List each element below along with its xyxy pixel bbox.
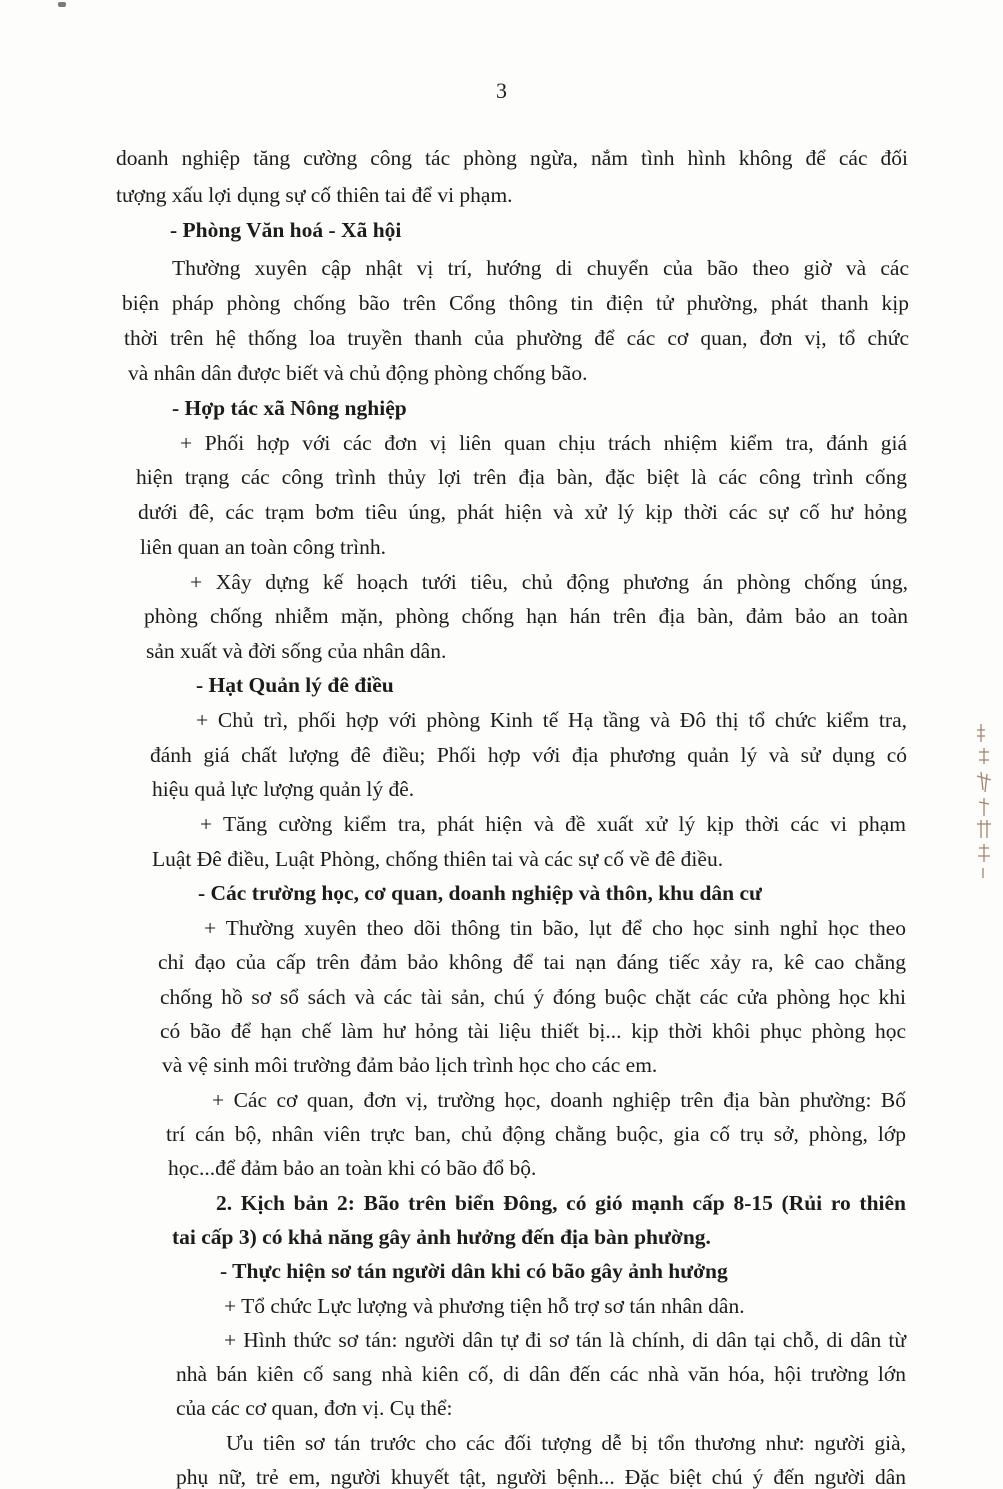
body-line: phụ nữ, trẻ em, người khuyết tật, người bệnh... Đặc biệt chú ý đến người dân — [176, 1465, 906, 1489]
body-line: Ưu tiên sơ tán trước cho các đối tượng dễ bị tổn thương như: người già, — [226, 1431, 906, 1455]
body-line: đánh giá chất lượng đê điều; Phối hợp với địa phương quản lý và sử dụng có — [150, 743, 907, 767]
section-heading: - Thực hiện sơ tán người dân khi có bão gây ảnh hưởng — [220, 1259, 728, 1283]
body-line: có bão để hạn chế làm hư hỏng tài liệu thiết bị... kịp thời khôi phục phòng học — [160, 1019, 906, 1043]
body-line: phòng chống nhiễm mặn, phòng chống hạn hán trên địa bàn, đảm bảo an toàn — [144, 604, 908, 628]
body-line: thời trên hệ thống loa truyền thanh của phường để các cơ quan, đơn vị, tổ chức — [124, 326, 909, 350]
body-line: + Chủ trì, phối hợp với phòng Kinh tế Hạ tầng và Đô thị tổ chức kiểm tra, — [196, 708, 907, 732]
body-line: tượng xấu lợi dụng sự cố thiên tai để vi phạm. — [116, 183, 513, 207]
body-line: dưới đê, các trạm bơm tiêu úng, phát hiện và xử lý kịp thời các sự cố hư hỏng — [138, 500, 907, 524]
body-line: + Tăng cường kiểm tra, phát hiện và đề xuất xử lý kịp thời các vi phạm — [200, 812, 906, 836]
body-line: liên quan an toàn công trình. — [140, 535, 386, 559]
section-heading: 2. Kịch bản 2: Bão trên biển Đông, có gió mạnh cấp 8-15 (Rủi ro thiên — [216, 1191, 906, 1215]
body-line: trí cán bộ, nhân viên trực ban, chủ động chằng buộc, gia cố trụ sở, phòng, lớp — [166, 1122, 906, 1146]
body-line: + Tổ chức Lực lượng và phương tiện hỗ trợ sơ tán nhân dân. — [224, 1294, 745, 1318]
body-line: học...để đảm bảo an toàn khi có bão đổ bộ. — [168, 1156, 537, 1180]
body-line: doanh nghiệp tăng cường công tác phòng ngừa, nắm tình hình không để các đối — [116, 146, 908, 170]
body-line: hiệu quả lực lượng quản lý đê. — [152, 777, 415, 801]
body-line: + Thường xuyên theo dõi thông tin bão, lụt để cho học sinh nghỉ học theo — [204, 916, 906, 940]
body-line: chống hồ sơ sổ sách và các tài sản, chú ý đóng buộc chặt các cửa phòng học khi — [160, 985, 906, 1009]
body-line: chỉ đạo của cấp trên đảm bảo không để tai nạn đáng tiếc xảy ra, kê cao chằng — [158, 950, 906, 974]
body-line: và nhân dân được biết và chủ động phòng chống bão. — [128, 361, 588, 385]
body-line: biện pháp phòng chống bão trên Cổng thông tin điện tử phường, phát thanh kịp — [122, 291, 909, 315]
body-line: hiện trạng các công trình thủy lợi trên địa bàn, đặc biệt là các công trình cống — [136, 465, 907, 489]
bleed-through-stamp-mark — [969, 720, 999, 880]
section-heading: - Các trường học, cơ quan, doanh nghiệp và thôn, khu dân cư — [198, 881, 762, 905]
body-line: + Xây dựng kế hoạch tưới tiêu, chủ động phương án phòng chống úng, — [190, 570, 908, 594]
scan-corner-mark — [58, 2, 66, 7]
body-line: nhà bán kiên cố sang nhà kiên cố, di dân đến các nhà văn hóa, hội trường lớn — [176, 1362, 906, 1386]
body-line: sản xuất và đời sống của nhân dân. — [146, 639, 447, 663]
section-heading: - Hợp tác xã Nông nghiệp — [172, 396, 407, 420]
body-line: Thường xuyên cập nhật vị trí, hướng di chuyển của bão theo giờ và các — [172, 256, 909, 280]
page-number: 3 — [496, 78, 507, 103]
body-line: Luật Đê điều, Luật Phòng, chống thiên tai và các sự cố về đê điều. — [152, 847, 724, 871]
body-line: và vệ sinh môi trường đảm bảo lịch trình học cho các em. — [162, 1053, 658, 1077]
body-line: + Hình thức sơ tán: người dân tự đi sơ tán là chính, di dân tại chỗ, di dân từ — [224, 1328, 906, 1352]
section-heading: - Phòng Văn hoá - Xã hội — [170, 218, 402, 242]
body-line: + Phối hợp với các đơn vị liên quan chịu trách nhiệm kiểm tra, đánh giá — [180, 431, 907, 455]
body-line: của các cơ quan, đơn vị. Cụ thể: — [176, 1396, 453, 1420]
body-line: + Các cơ quan, đơn vị, trường học, doanh nghiệp trên địa bàn phường: Bố — [212, 1088, 906, 1112]
section-heading: tai cấp 3) có khả năng gây ảnh hưởng đến địa bàn phường. — [172, 1225, 711, 1249]
section-heading: - Hạt Quản lý đê điều — [196, 673, 394, 697]
